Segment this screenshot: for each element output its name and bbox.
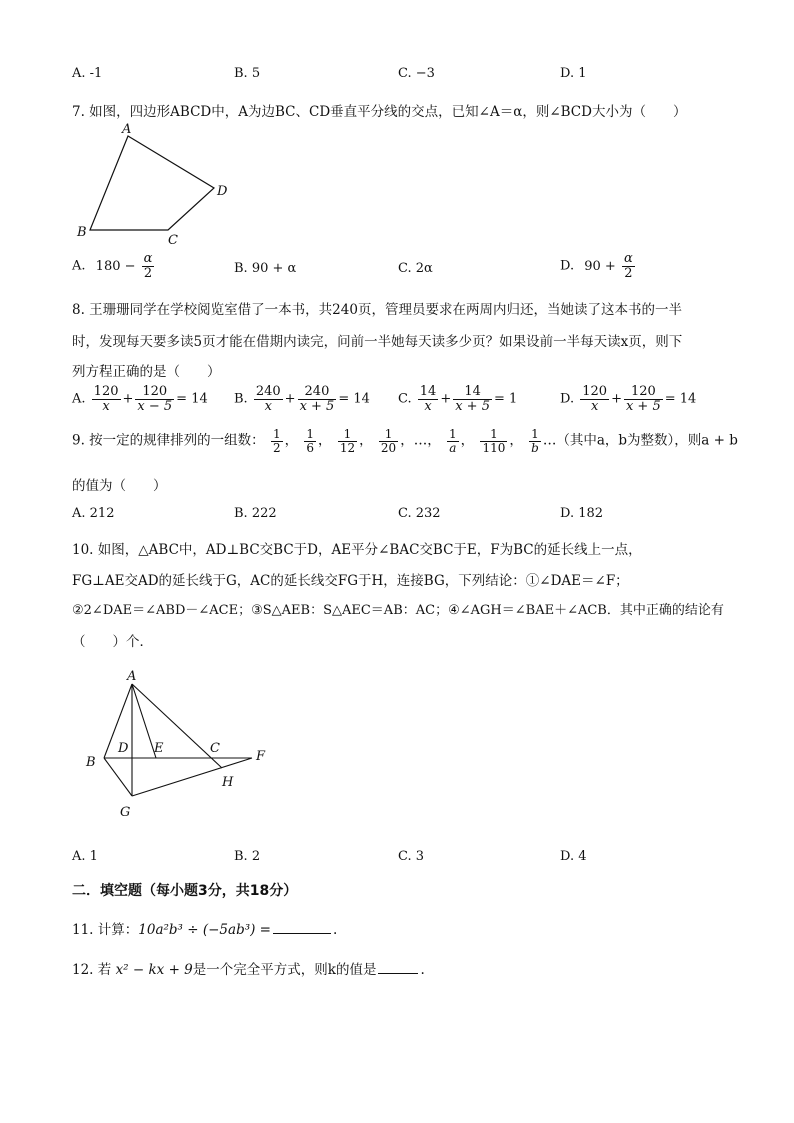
frac-den: x + 5 [455, 398, 490, 414]
q8-line3: 列方程正确的是（ ） [72, 364, 221, 380]
frac-num: 14 [419, 384, 437, 399]
frac-num: 120 [630, 384, 656, 399]
q12-prefix: 12. 若 [72, 962, 112, 978]
q10-line1: 10. 如图，△ABC中，AD⊥BC交BC于D，AE平分∠BAC交BC于E，F为BC的延长线上一点， [72, 542, 642, 558]
q9-option-b: B. 222 [234, 506, 277, 521]
q7-option-a-num: α [143, 251, 153, 266]
q12 [72, 958, 425, 978]
q8-line1: 8. 王珊珊同学在学校阅览室借了一本书，共240页，管理员要求在两周内归还，当她读了这本书的一半 [72, 302, 682, 318]
label-h: H [222, 775, 234, 790]
frac-num: 1 [272, 427, 281, 441]
label-a: A [122, 122, 132, 137]
ellipsis: … [413, 432, 428, 449]
q9-line1: 9. 按一定的规律排列的一组数： $\frac{1}{2}$ ， $\frac{1}{6}$ ， $\frac{1}{12}$ ， $\frac{1}{20}$ ，…， $\frac{1}{a}$ ， $\frac{1}{110}$ ， $\frac{1}{b}$ …（其中a，b为整数），则a + b [72, 427, 738, 455]
q7-option-a [72, 252, 156, 280]
q8-option-a-label: A. [72, 391, 86, 407]
q10-option-c: C. 3 [398, 849, 425, 864]
frac-num: 120 [142, 384, 168, 399]
frac-num: 1 [306, 427, 315, 441]
q7-option-d-num: α [623, 251, 633, 266]
label-a: A [127, 669, 137, 684]
frac-den: x [418, 399, 439, 414]
equation-rhs: = 14 [176, 391, 208, 407]
q12-mid: 是一个完全平方式，则k的值是 [192, 962, 377, 978]
frac-num: 1 [384, 427, 393, 441]
q9-option-a: A. 212 [72, 506, 115, 521]
label-c: C [210, 741, 220, 756]
q7-option-a-label: A. [72, 258, 86, 274]
q12-end: . [420, 962, 425, 978]
q10-line3: ②2∠DAE＝∠ABD－∠ACE；③S△AEB：S△AEC＝AB：AC；④∠AGH＝∠BAE＋∠ACB．其中正确的结论有 [72, 603, 724, 618]
label-f: F [256, 749, 266, 764]
frac-num: 240 [255, 384, 281, 399]
q8-line2: 时，发现每天要多读5页才能在借期内读完，问前一半她每天读多少页？如果设前一半每天读x页，则下 [72, 334, 683, 350]
q7-option-d-den: 2 [622, 266, 635, 281]
q10-option-d: D. 4 [560, 849, 587, 864]
frac-den: 6 [306, 440, 315, 455]
label-d: D [118, 741, 129, 756]
q6-option-d: D. 1 [560, 66, 587, 81]
q10-line2: FG⊥AE交AD的延长线于G，AC的延长线交FG于H，连接BG，下列结论：①∠DAE＝∠F； [72, 573, 629, 589]
label-g: G [120, 805, 131, 818]
q8-option-c-label: C. [398, 391, 412, 407]
q12-expression: x² − kx + 9 [115, 962, 193, 978]
q11-end: . [333, 922, 338, 938]
q7-option-d [560, 252, 637, 280]
q9-suffix: …（其中a，b为整数），则a + b [542, 432, 738, 449]
frac-num: 1 [531, 427, 539, 441]
frac-den: a [447, 441, 459, 455]
equation-rhs: = 1 [493, 391, 518, 407]
q7-option-a-lead: 180 − [95, 258, 136, 274]
frac-num: 14 [464, 384, 481, 399]
q7-option-d-lead: 90 + [584, 258, 616, 274]
frac-den: x [92, 399, 121, 414]
frac-num: 1 [449, 427, 457, 441]
q6-option-b: B. 5 [234, 66, 261, 81]
q7-option-c: C. 2α [398, 261, 433, 276]
quadrilateral-abcd [90, 136, 214, 230]
frac-den: 2 [272, 440, 281, 455]
label-b: B [77, 225, 87, 240]
segment-fg [132, 758, 252, 796]
frac-num: 1 [343, 427, 352, 441]
frac-den: x − 5 [137, 398, 173, 414]
equation-rhs: = 14 [664, 391, 697, 407]
q10-option-b: B. 2 [234, 849, 261, 864]
section-title: 二．填空题（每小题3分，共18分） [72, 883, 298, 899]
label-d: D [217, 184, 228, 199]
frac-num: 120 [93, 384, 119, 399]
q9-option-c: C. 232 [398, 506, 441, 521]
frac-den: 20 [380, 440, 397, 455]
q8-option-d: D. $\frac{120}{x}$ + $\frac{120}{x + 5}$ = 14 [560, 384, 697, 414]
q11-expression: 10a²b³ ÷ (−5ab³) = [138, 922, 271, 938]
frac-den: b [531, 440, 539, 455]
frac-num: 120 [582, 384, 608, 399]
frac-den: x + 5 [299, 398, 335, 414]
q10-line4: （ ）个． [72, 634, 153, 650]
q9-prefix: 9. 按一定的规律排列的一组数： [72, 432, 265, 449]
frac-den: 12 [339, 440, 356, 455]
q8-option-b-label: B. [234, 391, 248, 407]
equation-rhs: = 14 [338, 391, 370, 407]
frac-den: x [254, 399, 283, 414]
q9-option-d: D. 182 [560, 506, 604, 521]
q8-option-d-label: D. [560, 391, 575, 407]
frac-num: 1 [490, 427, 498, 441]
segment-bg [104, 758, 132, 796]
q7-stem: 7. 如图，四边形ABCD中，A为边BC、CD垂直平分线的交点，已知∠A＝α，则∠BCD大小为（ ） [72, 104, 687, 120]
q10-option-a: A. 1 [72, 849, 98, 864]
label-b: B [86, 755, 96, 770]
q8-option-c: C. $\frac{14}{x}$ + $\frac{14}{x + 5}$ = 1 [398, 384, 518, 414]
q7-option-a-den: 2 [142, 266, 155, 281]
answer-blank[interactable] [273, 921, 331, 934]
q8-option-a: A. $\frac{120}{x}$ + $\frac{120}{x - 5}$ = 14 [72, 384, 208, 414]
frac-den: x [580, 399, 609, 414]
q7-figure [72, 118, 242, 248]
frac-den: 110 [482, 440, 506, 455]
label-c: C [168, 233, 178, 248]
label-e: E [154, 741, 164, 756]
q8-option-b: B. $\frac{240}{x}$ + $\frac{240}{x + 5}$ = 14 [234, 384, 370, 414]
q11-prefix: 11. 计算： [72, 922, 139, 938]
q10-figure [80, 668, 280, 818]
q6-option-a: A. -1 [72, 66, 103, 81]
q7-option-b: B. 90 + α [234, 261, 297, 276]
frac-den: x + 5 [625, 398, 661, 414]
q9-line2: 的值为（ ） [72, 478, 167, 494]
q11 [72, 918, 337, 938]
q6-option-c: C. −3 [398, 66, 435, 81]
q7-option-d-label: D. [560, 258, 575, 274]
frac-num: 240 [304, 384, 330, 399]
answer-blank[interactable] [378, 961, 418, 974]
